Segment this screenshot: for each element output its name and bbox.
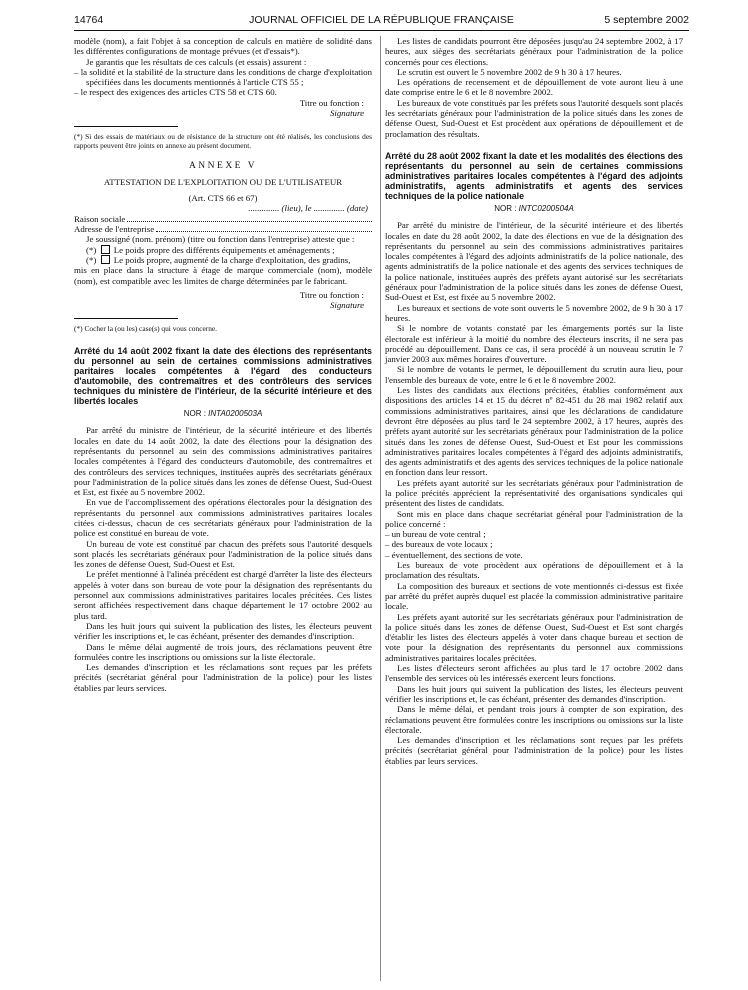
footnote: (*) Si des essais de matériaux ou de résistance de la structure ont été réalisés, les conclusions des rapports peuvent être joints en annexe au présent document. [74,132,372,150]
signature-label: Signature [329,108,364,119]
arrete-paragraph: Les listes d'électeurs seront affichées au plus tard le 17 octobre 2002 dans l'ensemble des services où les intéressés exercent leurs fonctions. [385,663,683,684]
nor-reference: NOR : INTC0200504A [494,203,574,213]
column-separator [380,36,381,981]
annexe-title: ANNEXE V [188,160,258,171]
intro-paragraph: modèle (nom), a fait l'objet à sa conception de calculs en matière de solidité dans les différentes configurations de montage prévues (et d'essais*). [74,36,372,57]
arrete-paragraph: Les préfets ayant autorité sur les secrétariats généraux pour l'administration de la police situés dans les zones de défense Ouest, Sud-Ouest et Est sont chargés d'établir les listes des électeurs appelés à voter dans chaque bureau et section de vote pour la désignation des représentants du personnel aux commissions administratives paritaires locales précitées. [385,611,683,663]
arrete-paragraph: Dans les huit jours qui suivent la publication des listes, les électeurs peuvent vérifier les inscriptions et, le cas échéant, présenter des demandes d'inscription. [385,683,683,704]
arrete-title: Arrêté du 28 août 2002 fixant la date et les modalités des élections des représentants du personnel au sein de certaines commissions administratives paritaires locales compétentes à l'égard des adjoints administratifs, agents administratifs et agents des services techniques de la police nationale [385,150,683,201]
nor-reference: NOR : INTA0200503A [183,409,263,419]
arrete-title: Arrêté du 14 août 2002 fixant la date des élections des représentants du personnel au sein de certaines commissions administratives paritaires locales compétentes à l'égard des conducteurs d'automobile, des contremaîtres et des contrôleurs des services techniques du ministère de l'intérieur, de la sécurité intérieure et des libertés locales [74,346,372,407]
guarantee-bullet: – le respect des exigences des articles CTS 58 et CTS 60. [74,87,277,98]
paragraph: Les opérations de recensement et de dépouillement de vote auront lieu à une date comprise entre le 6 et le 8 novembre 2002. [385,77,683,98]
raison-sociale-field: Raison sociale [74,214,372,224]
arrete-paragraph: Les listes des candidats aux élections précitées, établies conformément aux dispositions des articles 14 et 15 du décret nº 82-451 du 28 mai 1982 relatif aux commissions administratives paritaires, ainsi que les déclarations de candidature devront être déposées au plus tard le 24 septembre 2002, à 17 heures, auprès des préfets ayant autorité sur les secrétariats généraux pour l'administration de la police situés dans les zones de défense Ouest, Sud-Ouest et Est pour les commissions administratives paritaires locales compétentes à l'égard des adjoints administratifs, des agents administratifs et des agents des services techniques de la police nationale en fonction dans leur ressort. [385,385,683,478]
arrete-paragraph: Un bureau de vote est constitué par chacun des préfets sous l'autorité desquels sont placés les secrétariats généraux pour l'administration de la police situés dans les zones de défense Ouest, Sud-Ouest et Est. [74,538,372,570]
guarantee-bullet: – la solidité et la stabilité de la structure dans les conditions de charge d'exploitation spécifiées dans les documents mentionnés à l'article CTS 55 ; [74,66,372,88]
arrete-paragraph: Dans le même délai augmenté de trois jours, des réclamations peuvent être formulées contre les inscriptions ou omissions sur la liste électorale. [74,641,372,662]
footnote: (*) Cocher la (ou les) case(s) qui vous concerne. [74,324,218,334]
arrete-paragraph: Les demandes d'inscription et les réclamations sont reçues par les préfets précités (secrétariat général pour l'administration de la police) pour les listes établies par leurs services. [74,662,372,693]
checkbox-line-1: (*) Le poids propre des différents équipements et aménagements ; [86,244,335,255]
list-item: – éventuellement, des sections de vote. [385,549,523,560]
checkbox [101,255,110,264]
arrete-paragraph: Les demandes d'inscription et les réclamations sont reçues par les préfets précités (secrétariat général pour l'administration de la police) pour les listes établies par leurs services. [385,735,683,766]
arrete-paragraph: Le préfet mentionné à l'alinéa précédent est chargé d'arrêter la liste des électeurs appelés à voter dans son bureau de vote pour la désignation des représentants du personnel aux commissions administratives paritaires locales précitées. Ces listes seront affichées respectivement dans chaque département le 17 octobre 2002 au plus tard. [74,569,372,621]
journal-title: JOURNAL OFFICIEL DE LA RÉPUBLIQUE FRANÇAISE [249,14,514,26]
guarantee-paragraph: Je garantis que les résultats de ces calculs (et essais) assurent : [86,56,307,67]
arrete-paragraph: Les bureaux et sections de vote sont ouverts le 5 novembre 2002, de 9 h 30 à 17 heures. [385,302,683,323]
footnote-rule [74,126,178,127]
page-header [74,14,689,30]
signature-title: Titre ou fonction : [299,289,364,300]
arrete-paragraph: Par arrêté du ministre de l'intérieur, de la sécurité intérieure et des libertés locales en date du 14 août 2002, la date des élections pour la désignation des représentants du personnel au sein des commissions administratives paritaires locales compétentes à l'égard des conducteurs d'automobile, des contremaîtres et des contrôleurs des services techniques, instituées auprès des secrétariats généraux pour l'administration de la police situés dans les zones de défense Ouest, Sud-Ouest et Est, est fixée au 5 novembre 2002. [74,425,372,498]
list-item: – des bureaux de vote locaux ; [385,539,493,550]
checkbox [101,245,110,254]
paragraph: Le scrutin est ouvert le 5 novembre 2002 de 9 h 30 à 17 heures. [397,66,622,77]
annexe-subtitle: ATTESTATION DE L'EXPLOITATION OU DE L'UTILISATEUR [103,176,343,187]
mis-en-place-paragraph: mis en place dans la structure à étage de marque commerciale (nom), modèle (nom), est compatible avec les limites de charge déterminées par le fabricant. [74,265,372,286]
arrete-paragraph: Sont mis en place dans chaque secrétariat général pour l'administration de la police concerné : [385,508,683,529]
checkbox-line-2: (*) Le poids propre, augmenté de la charge d'exploitation, des gradins, [86,254,351,265]
paragraph: Les listes de candidats pourront être déposées jusqu'au 24 septembre 2002, à 17 heures, aux sièges des secrétariats généraux pour l'administration de la police concernés pour ces élections. [385,36,683,67]
arrete-paragraph: Dans le même délai, et pendant trois jours à compter de son expiration, des réclamations peuvent être formulées contre les inscriptions ou omissions sur la liste électorale. [385,704,683,735]
undersigned-paragraph: Je soussigné (nom. prénom) (titre ou fonction dans l'entreprise) atteste que : [86,234,355,245]
arrete-paragraph: Par arrêté du ministre de l'intérieur, de la sécurité intérieure et des libertés locales en date du 28 août 2002, la date des élections en vue de la désignation des représentants du personnel au sein des commissions administratives paritaires locales compétentes à l'égard des adjoints administratifs de la police nationale, des agents administratifs de la police nationale et des agents des services techniques de la police nationale, instituées auprès des préfets ayant autorisé sur les secrétariats généraux pour l'administration de la police situés dans les zones de défense Ouest, Sud-Ouest et Est, est fixée au 5 novembre 2002. [385,220,683,303]
list-item: – un bureau de vote central ; [385,529,486,540]
arrete-paragraph: Si le nombre de votants constaté par les émargements portés sur la liste électorale est inférieur à la moitié du nombre des électeurs inscrits, il ne sera pas procédé au dépouillement. Dans ce cas, il sera procédé à un nouveau scrutin le 7 janvier 2003 aux mêmes horaires d'ouverture. [385,323,683,365]
arrete-paragraph: Dans les huit jours qui suivent la publication des listes, les électeurs peuvent vérifier les inscriptions et, le cas échéant, présenter des demandes d'inscription. [74,620,372,642]
page-number: 14764 [74,14,104,26]
footnote-rule [74,318,178,319]
arrete-paragraph: La composition des bureaux et sections de vote mentionnés ci-dessus est fixée par arrêté du préfet auprès duquel est placée la commission administrative paritaire locale. [385,580,683,612]
issue-date: 5 septembre 2002 [604,14,689,26]
arrete-paragraph: Les préfets ayant autorité sur les secrétariats généraux pour l'administration de la police précités apprécient la représentativité des organisations syndicales qui présentent des listes de candidats. [385,477,683,509]
annexe-articles: (Art. CTS 66 et 67) [188,193,258,204]
header-rule [74,30,689,31]
arrete-paragraph: Si le nombre de votants le permet, le dépouillement du scrutin aura lieu, pour l'ensemble des bureaux de vote, entre le 6 et le 8 novembre 2002. [385,364,683,385]
arrete-paragraph: Les bureaux de vote procèdent aux opérations de dépouillement et à la proclamation des résultats. [385,560,683,581]
signature-label: Signature [329,300,364,311]
arrete-paragraph: En vue de l'accomplissement des opérations électorales pour la désignation des représentants du personnel aux commissions administratives paritaires locales citées ci-dessus, chacun de ces secrétariats généraux pour l'administration de la police est constitué en bureau de vote. [74,497,372,539]
adresse-field: Adresse de l'entreprise [74,224,372,234]
right-column [385,36,683,766]
signature-title: Titre ou fonction : [299,97,364,108]
left-column [74,36,372,693]
paragraph: Les bureaux de vote constitués par les préfets sous l'autorité desquels sont placés les secrétariats généraux pour l'administration de la police situés dans les zones de défense Ouest, Sud-Ouest et Est procèdent aux opérations de dépouillement et de proclamation des résultats. [385,97,683,139]
place-date-line: .............. (lieu), le .............. (date) [248,203,368,214]
